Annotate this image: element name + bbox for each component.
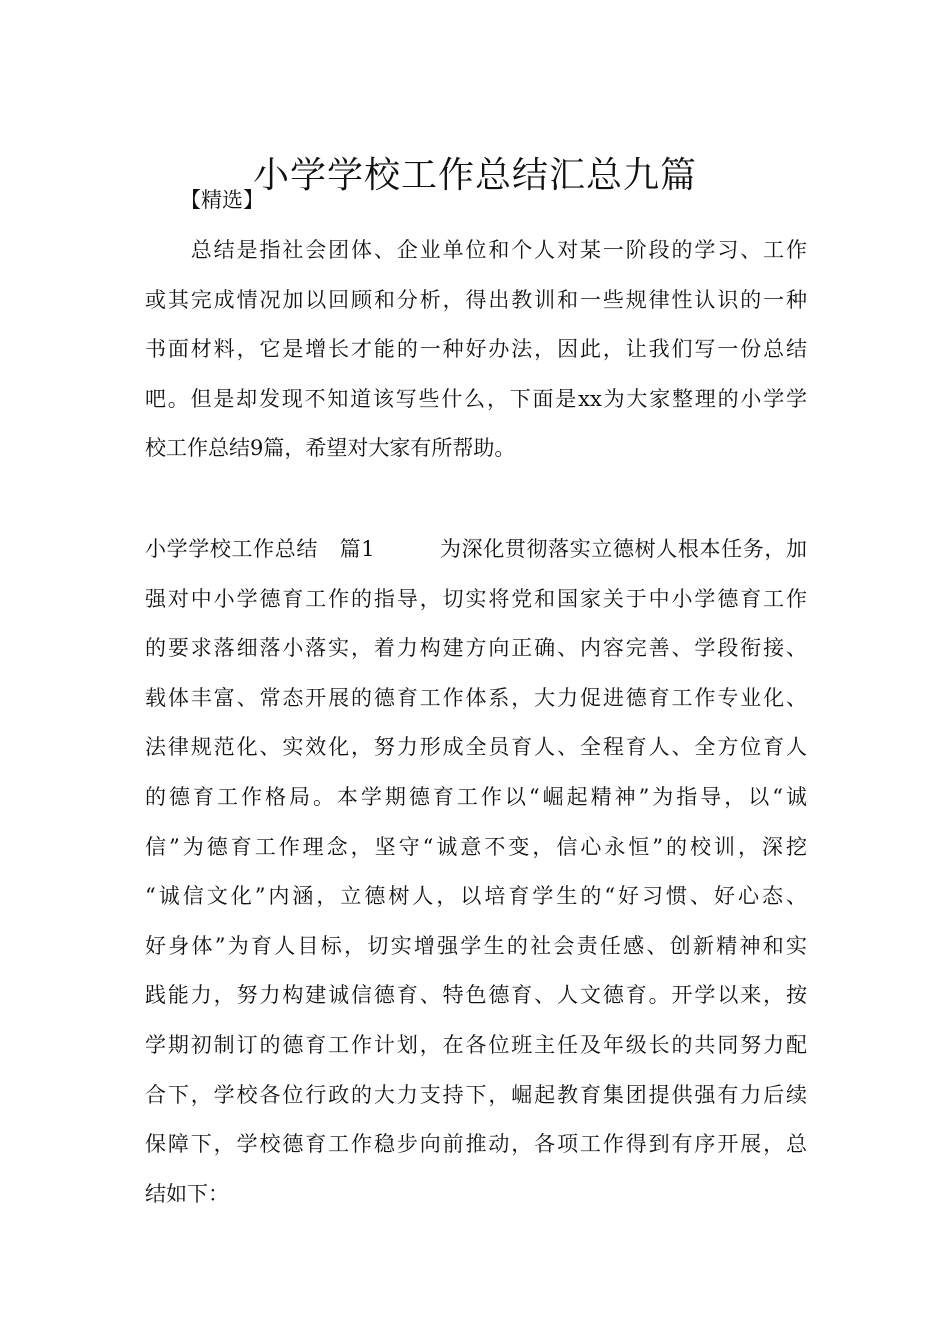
section-line: 学期初制订的德育工作计划，在各位班主任及年级长的共同努力配 (145, 1032, 807, 1057)
section-line: 的要求落细落小落实，着力构建方向正确、内容完善、学段衔接、 (145, 636, 807, 661)
section-line: 结如下： (145, 1181, 229, 1206)
section-line: 载体丰富、常态开展的德育工作体系，大力促进德育工作专业化、 (145, 685, 807, 710)
section-line: 信”为德育工作理念，坚守“诚意不变，信心永恒”的校训，深挖 (145, 834, 807, 859)
section-1-paragraph (145, 525, 807, 1219)
section-line: 的德育工作格局。本学期德育工作以“崛起精神”为指导，以“诚 (145, 784, 807, 809)
section-line: 践能力，努力构建诚信德育、特色德育、人文德育。开学以来，按 (145, 983, 807, 1008)
section-line: 小学学校工作总结 篇1 为深化贯彻落实立德树人根本任务，加 (145, 537, 807, 561)
intro-line: 校工作总结9篇，希望对大家有所帮助。 (145, 436, 516, 461)
document-title: 小学学校工作总结汇总九篇 (252, 155, 697, 197)
section-line: 法律规范化、实效化，努力形成全员育人、全程育人、全方位育人 (145, 735, 807, 760)
section-line: 好身体”为育人目标，切实增强学生的社会责任感、创新精神和实 (145, 933, 807, 958)
intro-line: 书面材料，它是增长才能的一种好办法，因此，让我们写一份总结 (145, 337, 807, 362)
section-line: “诚信文化”内涵，立德树人，以培育学生的“好习惯、好心态、 (145, 884, 807, 909)
section-line: 强对中小学德育工作的指导，切实将党和国家关于中小学德育工作 (145, 586, 807, 611)
intro-line: 吧。但是却发现不知道该写些什么，下面是xx为大家整理的小学学 (145, 386, 807, 411)
intro-line: 总结是指社会团体、企业单位和个人对某一阶段的学习、工作 (145, 238, 807, 262)
intro-paragraph (145, 226, 807, 474)
section-line: 合下，学校各位行政的大力支持下，崛起教育集团提供强有力后续 (145, 1082, 807, 1107)
section-line: 保障下，学校德育工作稳步向前推动，各项工作得到有序开展，总 (145, 1132, 807, 1157)
selection-tag: 【精选】 (180, 188, 264, 212)
intro-line: 或其完成情况加以回顾和分析，得出教训和一些规律性认识的一种 (145, 287, 807, 312)
